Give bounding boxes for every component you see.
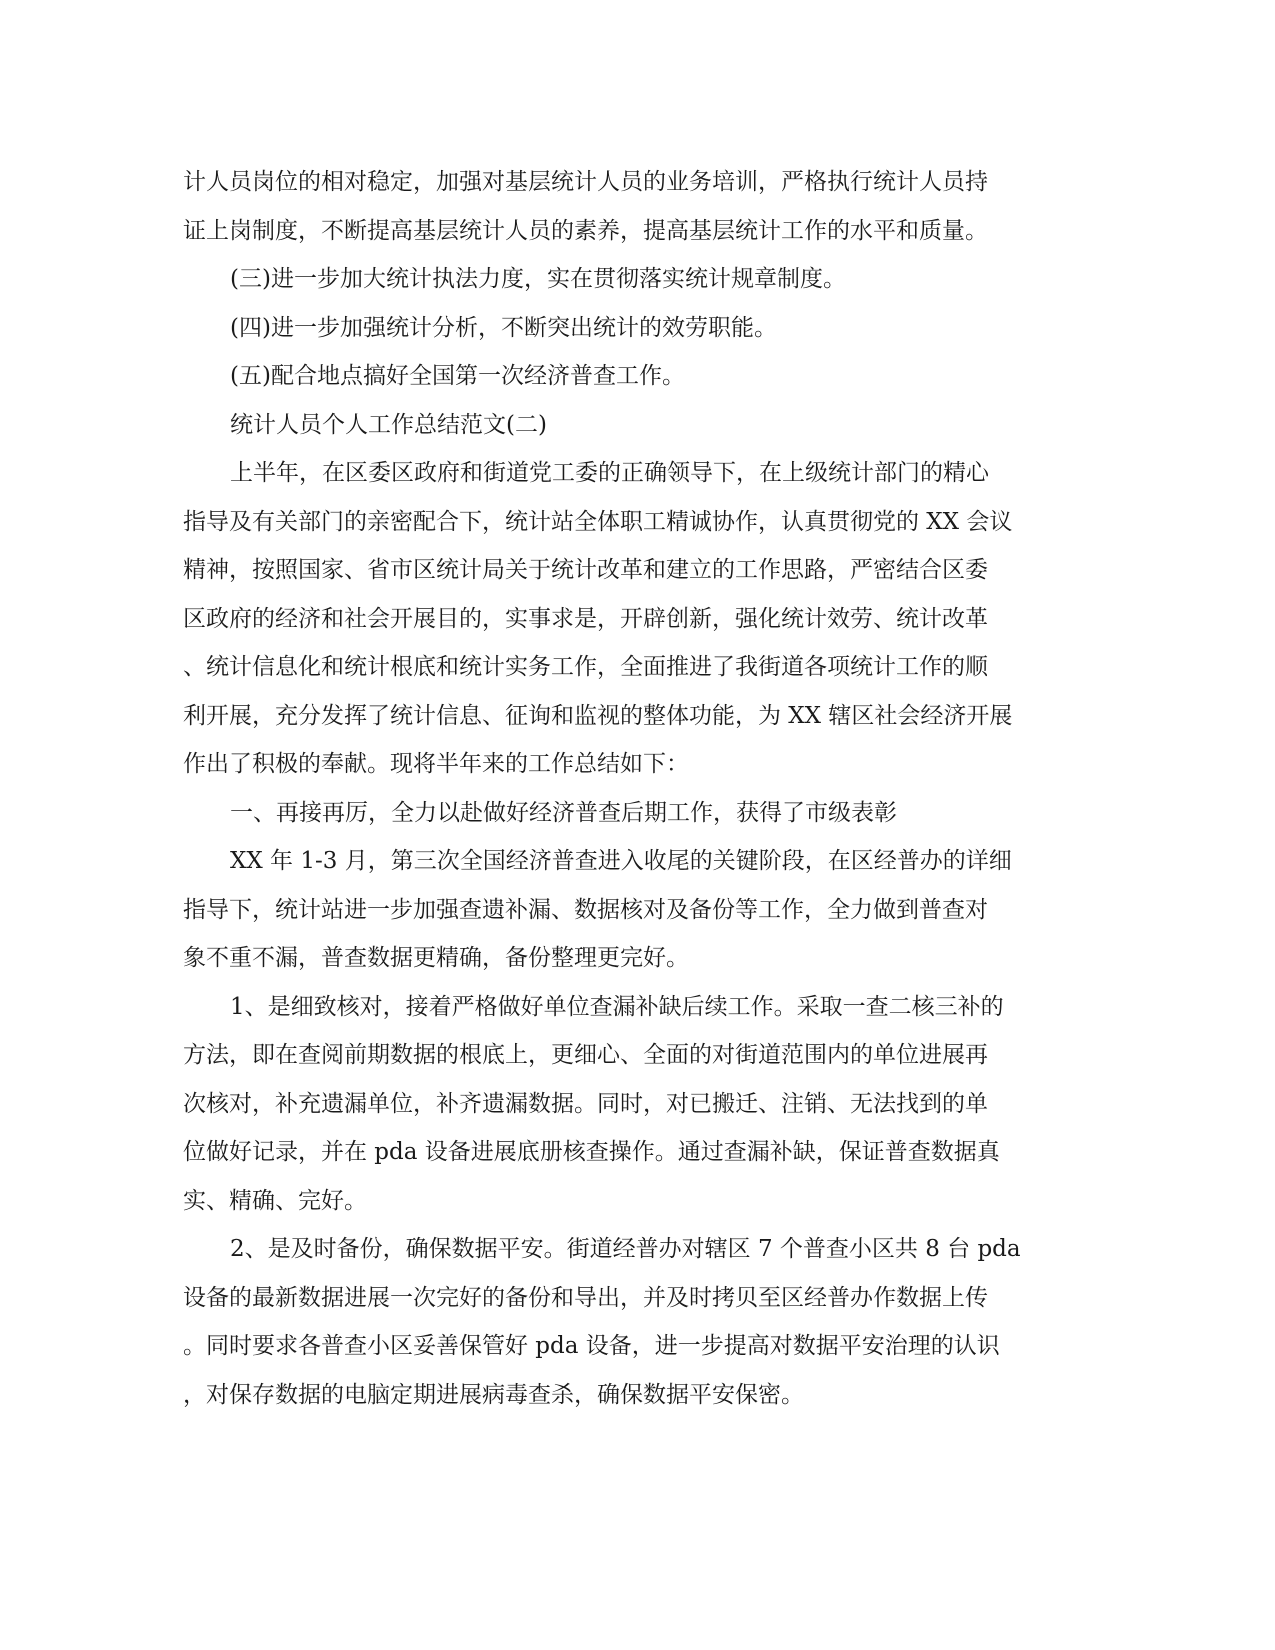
subsection-heading: 一、再接再厉，全力以赴做好经济普查后期工作，获得了市级表彰 xyxy=(230,799,897,826)
text-line: 上半年，在区委区政府和街道党工委的正确领导下，在上级统计部门的精心 xyxy=(230,460,989,486)
section-heading: 统计人员个人工作总结范文(二) xyxy=(230,411,547,438)
text-line: 、统计信息化和统计根底和统计实务工作，全面推进了我街道各项统计工作的顺 xyxy=(183,654,988,680)
text-line: 指导下，统计站进一步加强查遗补漏、数据核对及备份等工作，全力做到普查对 xyxy=(183,896,988,923)
text-line: 利开展，充分发挥了统计信息、征询和监视的整体功能，为 XX 辖区社会经济开展 xyxy=(183,702,1013,729)
text-line: 。同时要求各普查小区妥善保管好 pda 设备，进一步提高对数据平安治理的认识 xyxy=(183,1333,1000,1359)
text-line: 计人员岗位的相对稳定，加强对基层统计人员的业务培训，严格执行统计人员持 xyxy=(183,169,988,195)
text-line: 设备的最新数据进展一次完好的备份和导出，并及时拷贝至区经普办作数据上传 xyxy=(183,1284,988,1311)
text-line: 位做好记录，并在 pda 设备进展底册核查操作。通过查漏补缺，保证普查数据真 xyxy=(183,1139,1000,1165)
text-line: 1、是细致核对，接着严格做好单位查漏补缺后续工作。采取一查二核三补的 xyxy=(230,993,1004,1020)
list-item-4: (四)进一步加强统计分析，不断突出统计的效劳职能。 xyxy=(230,314,777,341)
text-line: 区政府的经济和社会开展目的，实事求是，开辟创新，强化统计效劳、统计改革 xyxy=(183,605,988,632)
text-line: ，对保存数据的电脑定期进展病毒查杀，确保数据平安保密。 xyxy=(183,1381,804,1408)
text-line: 指导及有关部门的亲密配合下，统计站全体职工精诚协作，认真贯彻党的 XX 会议 xyxy=(183,508,1013,535)
text-line: 象不重不漏，普查数据更精确，备份整理更完好。 xyxy=(183,945,689,971)
list-item-5: (五)配合地点搞好全国第一次经济普查工作。 xyxy=(230,363,685,389)
text-line: XX 年 1-3 月，第三次全国经济普查进入收尾的关键阶段，在区经普办的详细 xyxy=(230,848,1012,874)
text-line: 证上岗制度，不断提高基层统计人员的素养，提高基层统计工作的水平和质量。 xyxy=(183,217,988,244)
text-line: 精神，按照国家、省市区统计局关于统计改革和建立的工作思路，严密结合区委 xyxy=(183,557,988,583)
text-line: 实、精确、完好。 xyxy=(183,1187,367,1214)
text-line: 方法，即在查阅前期数据的根底上，更细心、全面的对街道范围内的单位进展再 xyxy=(183,1042,988,1068)
text-line: 2、是及时备份，确保数据平安。街道经普办对辖区 7 个普查小区共 8 台 pda xyxy=(230,1236,1021,1262)
document-body xyxy=(183,158,1043,1419)
text-line: 次核对，补充遗漏单位，补齐遗漏数据。同时，对已搬迁、注销、无法找到的单 xyxy=(183,1090,988,1117)
text-line: 作出了积极的奉献。现将半年来的工作总结如下： xyxy=(183,751,689,777)
list-item-3: (三)进一步加大统计执法力度，实在贯彻落实统计规章制度。 xyxy=(230,266,846,292)
